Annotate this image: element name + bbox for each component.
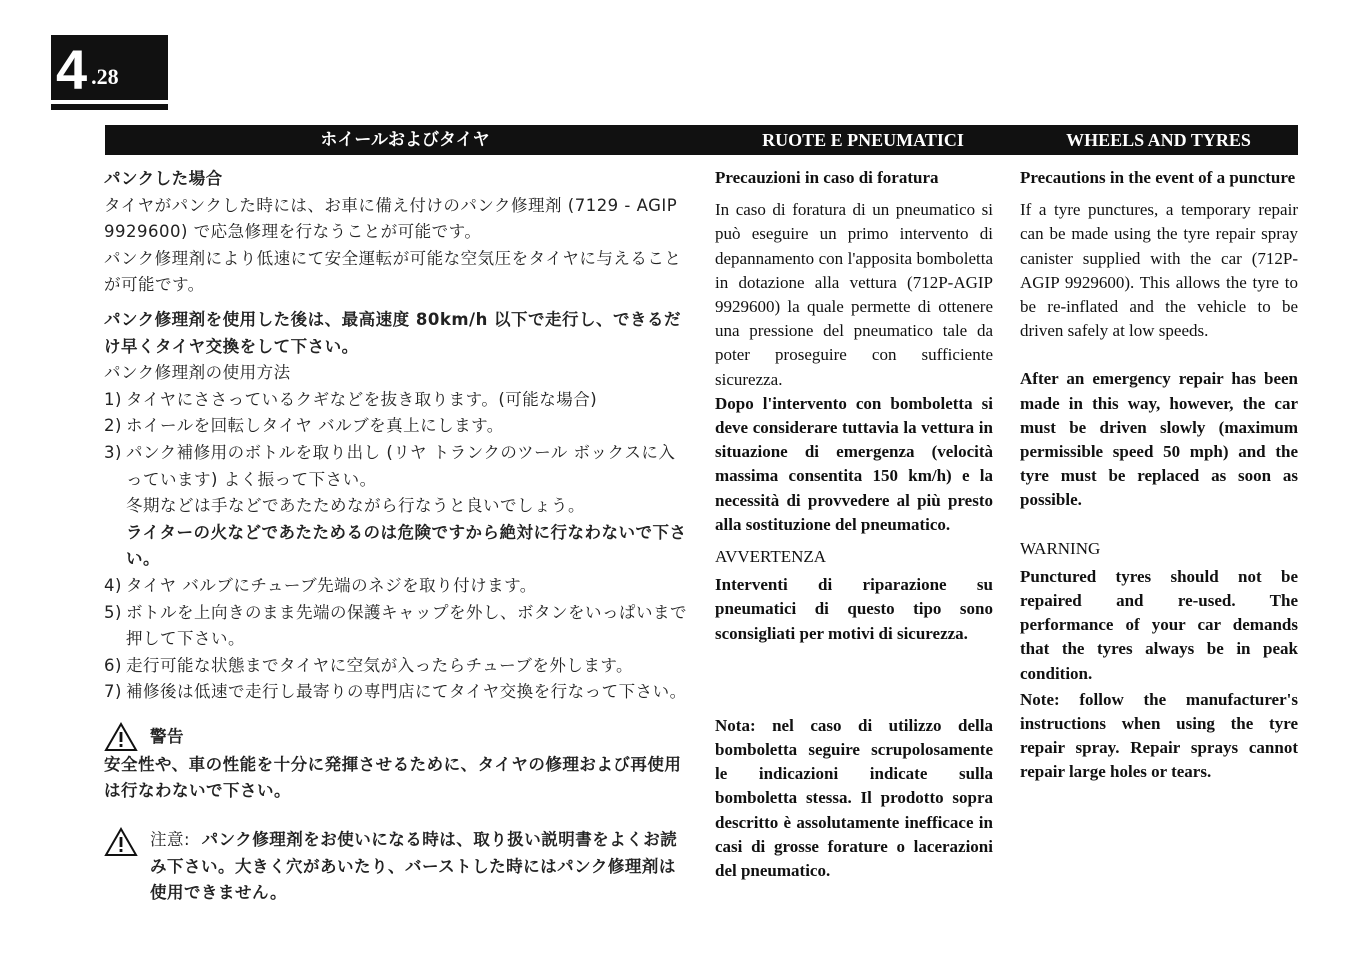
chapter-badge — [51, 35, 168, 100]
list-item — [104, 387, 688, 414]
list-number: 4) — [104, 575, 122, 595]
it-paragraph-1: In caso di foratura di un pneumatico si può eseguire un primo intervento di depannamento con l'apposita bomboletta in dotazione alla vettura (712P-AGIP 9929600) la quale permette di ottenere una pressione del pneumatico tale da poter proseguire con sufficiente sicurezza. — [715, 200, 993, 389]
header-english: WHEELS AND TYRES — [1066, 130, 1251, 150]
en-note: Note: follow the manufacturer's instructions when using the tyre repair spray. Repair sprays cannot repair large holes or tears. — [1020, 689, 1298, 782]
list-item — [104, 679, 688, 706]
list-item — [104, 573, 688, 600]
italian-column — [715, 166, 993, 883]
it-warning-text: Interventi di riparazione su pneumatici di questo tipo sono sconsigliati per motivi di sicurezza. — [715, 575, 993, 643]
list-number: 3) — [104, 442, 122, 462]
ja-paragraph-2: パンク修理剤により低速にて安全運転が可能な空気圧をタイヤに与えることが可能です。 — [104, 248, 682, 295]
list-item — [104, 653, 688, 680]
ja-warning-label: 警告 — [150, 726, 184, 746]
list-text: ボトルを上向きのまま先端の保護キャップを外し、ボタンをいっぱいまで押して下さい。 — [126, 602, 687, 649]
ja-caution-label: 注意: — [150, 830, 191, 850]
ja-warning-text: 安全性や、車の性能を十分に発揮させるために、タイヤの修理および再使用は行なわないで下さい。 — [104, 754, 682, 801]
ja-paragraph-3: パンク修理剤を使用した後は、最高速度 80km/h 以下で走行し、できるだけ早くタイヤ交換をして下さい。 — [104, 309, 682, 356]
header-italian: RUOTE E PNEUMATICI — [762, 130, 964, 150]
list-text: 補修後は低速で走行し最寄りの専門店にてタイヤ交換を行なって下さい。 — [126, 682, 687, 702]
english-column — [1020, 166, 1298, 785]
ja-usage-title: パンク修理剤の使用方法 — [104, 363, 291, 383]
chapter-underline — [51, 104, 168, 110]
list-item — [104, 440, 688, 493]
it-note: Nota: nel caso di utilizzo della bomboletta seguire scrupolosamente le indicazioni indicate sulla bomboletta stessa. Il prodotto sopra descritto è assolutamente inefficace in casi di grosse forature o lacerazioni del pneumatico. — [715, 715, 993, 881]
ja-step3-warning: ライターの火などであたためるのは危険ですから絶対に行なわないで下さい。 — [126, 522, 687, 569]
section-header-bar — [105, 125, 1298, 155]
list-item — [104, 413, 688, 440]
list-number: 1) — [104, 389, 122, 409]
it-title: Precauzioni in caso di foratura — [715, 168, 939, 187]
list-item — [104, 600, 688, 653]
page-number: .28 — [91, 64, 119, 89]
list-text: 走行可能な状態までタイヤに空気が入ったらチューブを外します。 — [126, 655, 634, 675]
japanese-column — [104, 166, 688, 907]
list-number: 5) — [104, 602, 122, 622]
ja-paragraph-1: タイヤがパンクした時には、お車に備え付けのパンク修理剤 (7129 - AGIP 9929600) で応急修理を行なうことが可能です。 — [104, 195, 678, 242]
en-warning-text: Punctured tyres should not be repaired and re-used. The performance of your car demands that the tyres always be in peak condition. — [1020, 566, 1298, 683]
ja-caution-paragraph — [150, 827, 688, 907]
it-warning-title: AVVERTENZA — [715, 547, 827, 567]
ja-step3-note: 冬期などは手などであたためながら行なうと良いでしょう。 — [126, 496, 585, 516]
en-warning-title: WARNING — [1020, 538, 1101, 558]
ja-caution — [104, 827, 688, 907]
header-japanese: ホイールおよびタイヤ — [320, 130, 490, 150]
en-paragraph-1: If a tyre punctures, a temporary repair can be made using the tyre repair spray canister supplied with the car (712P-AGIP 9929600). This allows the tyre to be re-inflated and the vehicle to be driven safely at low speeds. — [1020, 200, 1298, 341]
it-paragraph-2: Dopo l'intervento con bomboletta si deve considerare tuttavia la vettura in situazione di emergenza (velocità massima consentita 150 km/h) e la necessità di provvedere al più presto alla sostituzione del pneumatico. — [715, 393, 993, 534]
list-text: タイヤにささっているクギなどを抜き取ります。(可能な場合) — [126, 389, 598, 409]
list-text: タイヤ バルブにチューブ先端のネジを取り付けます。 — [126, 575, 537, 595]
list-number: 7) — [104, 682, 122, 702]
ja-warning-heading — [104, 722, 688, 752]
warning-triangle-icon — [104, 722, 138, 752]
list-number: 2) — [104, 416, 122, 436]
en-title: Precautions in the event of a puncture — [1020, 168, 1296, 187]
en-paragraph-2: After an emergency repair has been made in this way, however, the car must be driven slowly (maximum permissible speed 50 mph) and the tyre must be replaced as soon as possible. — [1020, 369, 1298, 510]
list-text: ホイールを回転しタイヤ バルブを真上にします。 — [126, 416, 504, 436]
list-number: 6) — [104, 655, 122, 675]
chapter-number: 4 — [56, 38, 88, 101]
list-text: パンク補修用のボトルを取り出し (リヤ トランクのツール ボックスに入っています) よく振って下さい。 — [126, 442, 676, 489]
ja-caution-text: パンク修理剤をお使いになる時は、取り扱い説明書をよくお読み下さい。大きく穴があいたり、バーストした時にはパンク修理剤は使用できません。 — [150, 830, 678, 903]
caution-triangle-icon — [104, 827, 138, 857]
ja-title: パンクした場合 — [104, 169, 223, 188]
